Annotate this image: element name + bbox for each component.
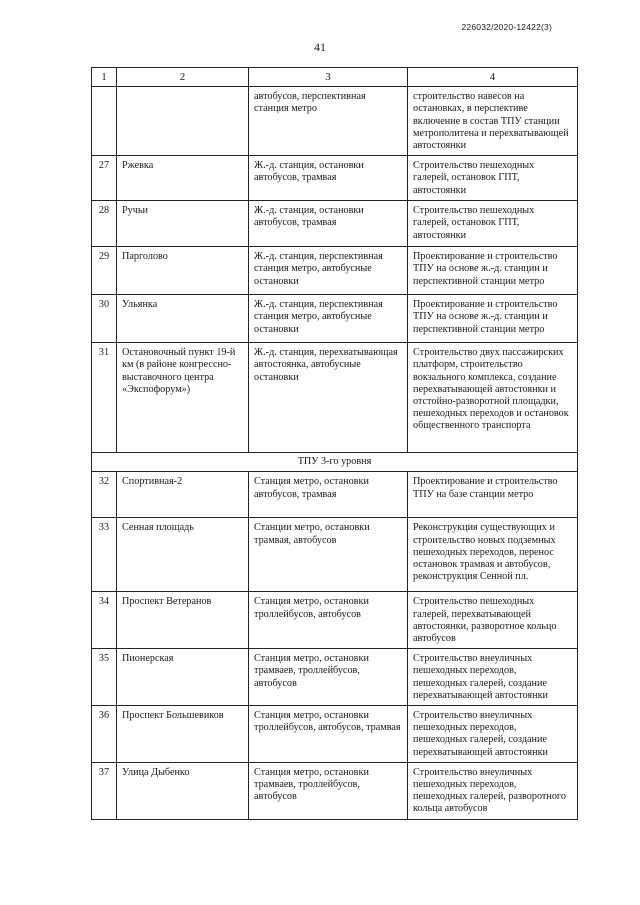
hub-name: Пионерская (117, 649, 249, 706)
hub-objects: Ж.-д. станция, перспективная станция метро, автобусные остановки (249, 295, 408, 343)
row-number: 27 (92, 156, 117, 201)
table-row (92, 247, 578, 295)
hub-objects: Ж.-д. станция, перехватывающая автостоянка, автобусные остановки (249, 343, 408, 453)
column-header-3: 3 (249, 68, 408, 87)
column-header-2: 2 (117, 68, 249, 87)
table-row (92, 472, 578, 518)
hub-objects: Станции метро, остановки трамвая, автобусов (249, 518, 408, 592)
hub-measures: Проектирование и строительство ТПУ на основе ж.-д. станции и перспективной станции метро (408, 295, 578, 343)
page-number: 41 (314, 40, 326, 54)
hub-measures: Строительство внеуличных пешеходных переходов, пешеходных галерей, создание перехватывающей автостоянки (408, 649, 578, 706)
row-number: 32 (92, 472, 117, 518)
column-header-1: 1 (92, 68, 117, 87)
hub-measures: строительство навесов на остановках, в перспективе включение в состав ТПУ станции метрополитена и перехватывающей автостоянки (408, 87, 578, 156)
hub-objects: Станция метро, остановки троллейбусов, автобусов, трамвая (249, 706, 408, 763)
hub-measures: Строительство пешеходных галерей, остановок ГПТ, автостоянки (408, 201, 578, 247)
hub-measures: Строительство пешеходных галерей, остановок ГПТ, автостоянки (408, 156, 578, 201)
hub-objects: Ж.-д. станция, остановки автобусов, трамвая (249, 156, 408, 201)
hub-name: Сенная площадь (117, 518, 249, 592)
row-number: 36 (92, 706, 117, 763)
hub-measures: Строительство внеуличных пешеходных переходов, пешеходных галерей, разворотного кольца автобусов (408, 762, 578, 819)
table-row-continuation (92, 87, 578, 156)
row-number: 31 (92, 343, 117, 453)
table-row (92, 295, 578, 343)
hub-objects: Станция метро, остановки троллейбусов, автобусов (249, 592, 408, 649)
hub-objects: Ж.-д. станция, перспективная станция метро, автобусные остановки (249, 247, 408, 295)
hub-name: Ручьи (117, 201, 249, 247)
row-number (92, 87, 117, 156)
hub-name: Ульянка (117, 295, 249, 343)
hub-name (117, 87, 249, 156)
row-number: 37 (92, 762, 117, 819)
hub-measures: Проектирование и строительство ТПУ на базе станции метро (408, 472, 578, 518)
hub-objects: Станция метро, остановки автобусов, трамвая (249, 472, 408, 518)
row-number: 28 (92, 201, 117, 247)
section-row (92, 453, 578, 472)
row-number: 34 (92, 592, 117, 649)
table-row (92, 592, 578, 649)
section-title: ТПУ 3-го уровня (92, 453, 578, 472)
document-id: 226032/2020-12422(3) (461, 22, 552, 32)
hub-name: Спортивная-2 (117, 472, 249, 518)
table-row (92, 201, 578, 247)
row-number: 29 (92, 247, 117, 295)
row-number: 35 (92, 649, 117, 706)
hub-measures: Строительство внеуличных пешеходных переходов, пешеходных галерей, создание перехватывающей автостоянки (408, 706, 578, 763)
hub-measures: Строительство двух пассажирских платформ, строительство вокзального комплекса, создание перехватывающей автостоянки и отстойно-разворотной площадки, пешеходных переходов и остановок общественного транспорта (408, 343, 578, 453)
section-row-group (92, 453, 578, 472)
hub-name: Ржевка (117, 156, 249, 201)
hub-name: Проспект Большевиков (117, 706, 249, 763)
table-row (92, 649, 578, 706)
row-number: 33 (92, 518, 117, 592)
table-body-top (92, 87, 578, 453)
table-row (92, 156, 578, 201)
column-header-4: 4 (408, 68, 578, 87)
table-row (92, 706, 578, 763)
hub-measures: Проектирование и строительство ТПУ на основе ж.-д. станции и перспективной станции метро (408, 247, 578, 295)
row-number: 30 (92, 295, 117, 343)
hub-objects: автобусов, перспективная станция метро (249, 87, 408, 156)
hub-objects: Ж.-д. станция, остановки автобусов, трамвая (249, 201, 408, 247)
table-body-bottom (92, 472, 578, 819)
transport-hub-table (91, 67, 578, 820)
hub-objects: Станция метро, остановки трамваев, троллейбусов, автобусов (249, 762, 408, 819)
hub-name: Парголово (117, 247, 249, 295)
hub-measures: Строительство пешеходных галерей, перехватывающей автостоянки, разворотное кольцо автобусов (408, 592, 578, 649)
hub-name: Остановочный пункт 19-й км (в районе конгрессно-выставочного центра «Экспофорум») (117, 343, 249, 453)
table-row (92, 343, 578, 453)
hub-objects: Станция метро, остановки трамваев, троллейбусов, автобусов (249, 649, 408, 706)
table-row (92, 762, 578, 819)
hub-name: Улица Дыбенко (117, 762, 249, 819)
hub-name: Проспект Ветеранов (117, 592, 249, 649)
hub-measures: Реконструкция существующих и строительство новых подземных пешеходных переходов, перенос остановок трамвая и автобусов, реконструкция Сенной пл. (408, 518, 578, 592)
table-row (92, 518, 578, 592)
header-row (92, 68, 578, 87)
